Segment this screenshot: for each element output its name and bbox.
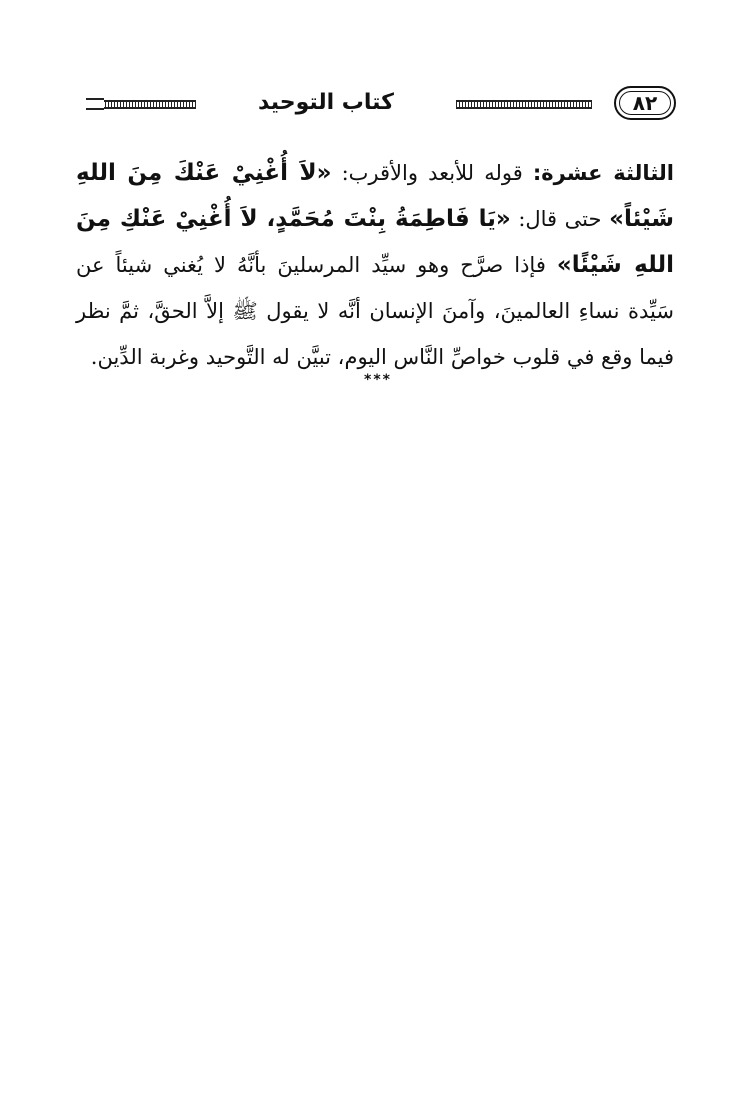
text-run: فإذا صرَّح وهو سيِّد المرسلينَ بأنَّهُ لا يُغني شيئاً عن سَيِّدة نساءِ العالمينَ، وآمنَ الإنسان أنَّه لا يقول ﷺ إلاَّ الحقَّ، ثمَّ نظر فيما وقع في قلوب خواصِّ النَّاس اليوم، تبيَّن له التَّوحيد وغربة الدِّين. bbox=[76, 253, 674, 369]
text-run: حتى قال: bbox=[518, 207, 602, 231]
text-run: قوله للأبعد والأقرب: bbox=[341, 161, 523, 185]
header-ornament bbox=[86, 98, 104, 110]
hadith-quote: «لاَ أُغْنِيْ عَنْكَ مِنَ اللهِ شَيْئاً» bbox=[76, 160, 674, 232]
paragraph bbox=[76, 150, 674, 380]
point-heading: الثالثة عشرة: bbox=[532, 161, 674, 185]
book-title: كتاب التوحيد bbox=[196, 88, 456, 118]
running-header bbox=[86, 86, 676, 124]
hadith-quote: «يَا فَاطِمَةُ بِنْتَ مُحَمَّدٍ، لاَ أُغْنِيْ عَنْكِ مِنَ اللهِ شَيْئًا» bbox=[76, 206, 674, 278]
main-text bbox=[76, 150, 674, 380]
page-number: ٨٢ bbox=[614, 86, 676, 120]
section-separator: *** bbox=[364, 372, 392, 388]
